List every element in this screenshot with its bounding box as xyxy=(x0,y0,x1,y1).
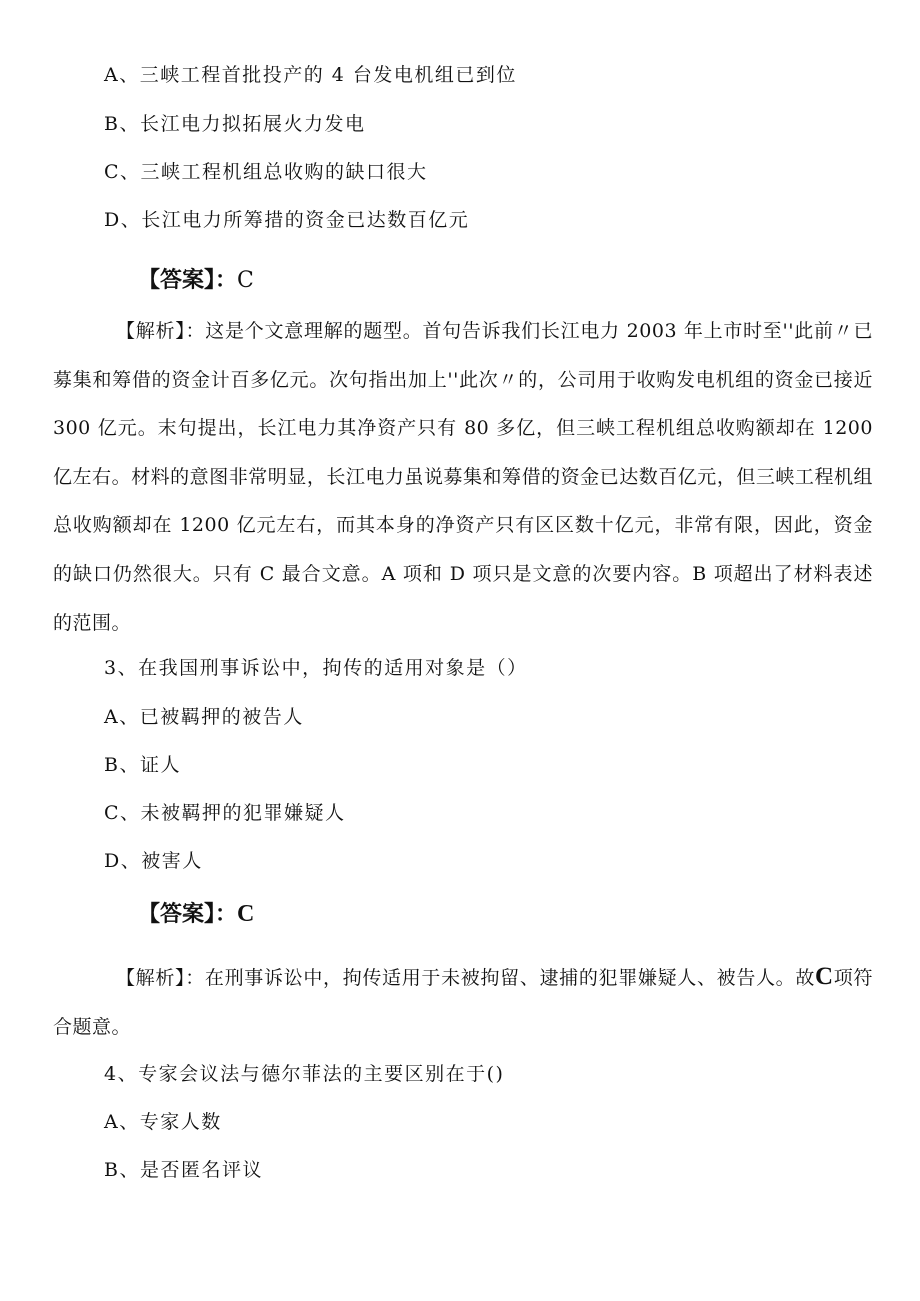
explanation-highlight: C xyxy=(815,963,834,990)
explanation-label: 【解析】： xyxy=(116,320,206,342)
q2-option-c: C、三峡工程机组总收购的缺口很大 xyxy=(104,161,428,183)
q3-option-c: C、未被羁押的犯罪嫌疑人 xyxy=(104,802,346,824)
q3-answer xyxy=(138,899,254,930)
q2-explanation xyxy=(53,307,873,647)
q3-option-b: B、证人 xyxy=(104,754,181,776)
answer-value: C xyxy=(237,901,255,927)
q4-option-b: B、是否匿名评议 xyxy=(104,1159,263,1181)
answer-label: 【答案】： xyxy=(138,268,238,293)
explanation-label: 【解析】： xyxy=(116,967,205,989)
q2-option-b: B、长江电力拟拓展火力发电 xyxy=(104,113,366,135)
q4-question: 4、专家会议法与德尔菲法的主要区别在于() xyxy=(104,1063,505,1085)
explanation-text-after: 项符合题意。 xyxy=(53,967,873,1038)
q3-question: 3、在我国刑事诉讼中，拘传的适用对象是（） xyxy=(104,657,528,679)
q2-option-d: D、长江电力所筹措的资金已达数百亿元 xyxy=(104,209,470,231)
q4-option-a: A、专家人数 xyxy=(104,1111,222,1133)
q2-answer xyxy=(138,266,254,296)
answer-label: 【答案】： xyxy=(138,902,238,927)
explanation-text: 这是个文意理解的题型。首句告诉我们长江电力 2003 年上市时至''此前〃已募集和筹借的资金计百多亿元。次句指出加上''此次〃的，公司用于收购发电机组的资金已接近 300 亿元。末句提出，长江电力其净资产只有 80 多亿，但三峡工程机组总收购额却在 1200 亿左右。材料的意图非常明显，长江电力虽说募集和筹借的资金已达数百亿元，但三峡工程机组总收购额却在 1200 亿元左右，而其本身的净资产只有区区数十亿元，非常有限，因此，资金的缺口仍然很大。只有 C 最合文意。A 项和 D 项只是文意的次要内容。B 项超出了材料表述的范围。 xyxy=(53,320,873,634)
q3-option-d: D、被害人 xyxy=(104,850,203,872)
answer-value: C xyxy=(237,268,254,293)
q3-option-a: A、已被羁押的被告人 xyxy=(104,706,304,728)
explanation-text-before: 在刑事诉讼中，拘传适用于未被拘留、逮捕的犯罪嫌疑人、被告人。故 xyxy=(204,967,816,989)
q2-option-a: A、三峡工程首批投产的 4 台发电机组已到位 xyxy=(104,64,517,86)
q3-explanation xyxy=(53,953,873,1051)
